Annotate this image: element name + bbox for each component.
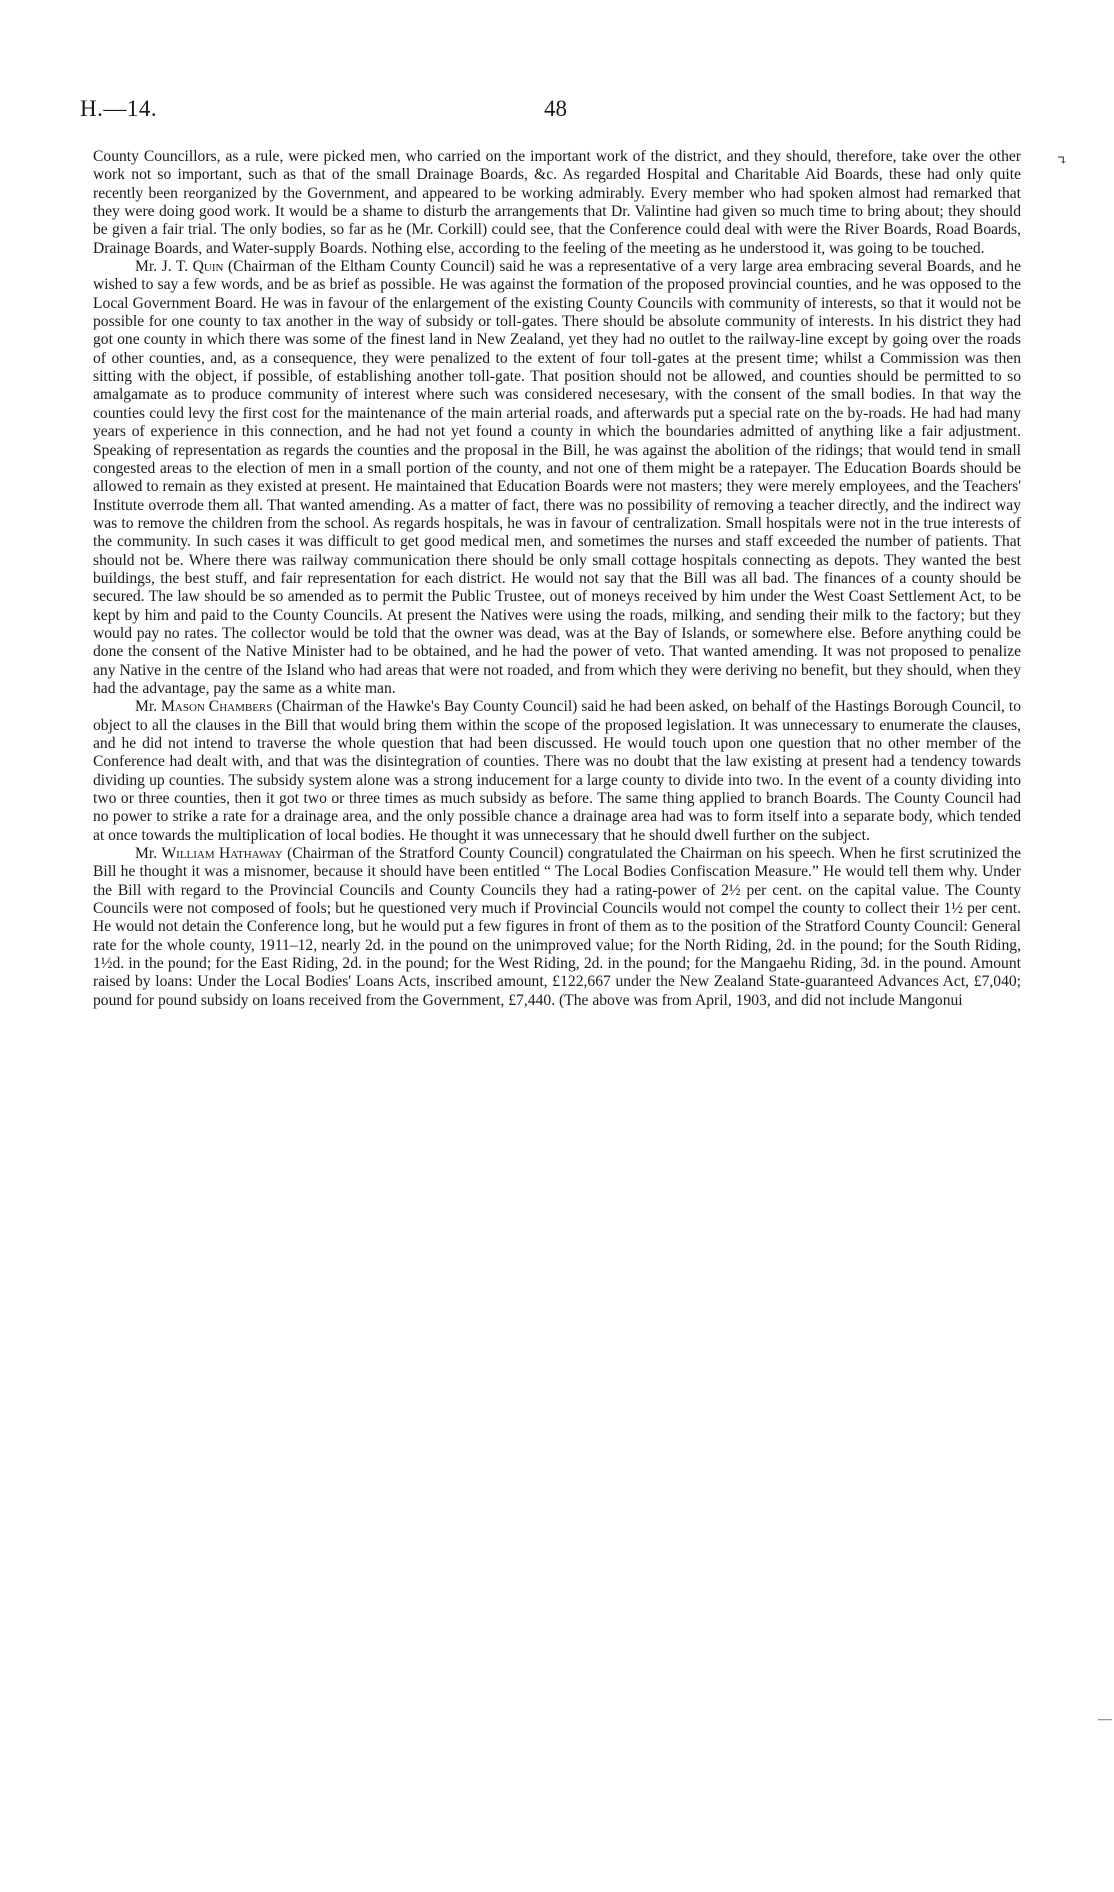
document-reference: H.—14. [80, 96, 158, 121]
speaker-prefix: Mr. J. T. [135, 258, 193, 276]
paragraph-text: (Chairman of the Eltham County Council) said he was a representative of a very large area embracing several Boards, and he wished to say a few words, and be as brief as possible. He was against the formation of the proposed provincial counties, and he was opposed to the Local Government Board. He was in favour of the enlargement of the existing County Councils with community of interests, so that it would not be possible for one county to tax another in the way of subsidy or toll-gates. There should be absolute community of interests. In his district they had got one county in which there was some of the finest land in New Zealand, yet they had no outlet to the railway-line except by going over the roads of other counties, and, as a consequence, they were penalized to the extent of four toll-gates at the present time; whilst a Commission was then sitting with the object, if possible, of establishing another toll-gate. That position should not be allowed, and counties should be permitted to so amalgamate as to produce community of interest where such was considered necesesary, with the consent of the small bodies. In that way the counties could levy the first cost for the maintenance of the main arterial roads, and afterwards put a special rate on the by-roads. He had had many years of experience in this connection, and he had not yet found a county in which the boundaries admitted of anything like a fair adjustment. Speaking of representation as regards the counties and the proposal in the Bill, he was against the abolition of the ridings; that would tend in small congested areas to the election of men in a small portion of the county, and not one of them might be a ratepayer. The Education Boards should be allowed to remain as they existed at present. He maintained that Education Boards were not masters; they were merely employees, and the Teachers' Institute overrode them all. That wanted amending. As a matter of fact, there was no possibility of removing a teacher directly, and the indirect way was to remove the children from the school. As regards hospitals, he was in favour of centralization. Small hospitals were not in the true interests of the community. In such cases it was difficult to get good medical men, and sometimes the nurses and staff exceeded the number of patients. That should not be. Where there was railway communication there should be only small cottage hospitals connecting as depots. They wanted the best buildings, the best stuff, and fair representation for each district. He would not say that the Bill was all bad. The finances of a county should be secured. The law should be so amended as to permit the Public Trustee, out of moneys received by him under the West Coast Settlement Act, to be kept by him and paid to the County Councils. At present the Natives were using the roads, milking, and sending their milk to the factory; but they would pay no rates. The collector would be told that the owner was dead, was at the Bay of Islands, or somewhere else. Before anything could be done the consent of the Native Minister had to be obtained, and he had the power of veto. That wanted amending. It was not proposed to penalize any Native in the centre of the Island who had areas that were not roaded, and from which they were deriving no benefit, but they should, when they had the advantage, pay the same as a white man. [93, 258, 1021, 697]
document-body [93, 148, 1021, 1010]
speaker-name: Quin [192, 258, 224, 276]
paragraph-hathaway [93, 845, 1021, 1010]
speaker-prefix: Mr. [135, 845, 162, 863]
speaker-name: Mason Chambers [161, 698, 273, 716]
paragraph-text: (Chairman of the Stratford County Council) congratulated the Chairman on his speech. When he first scrutinized the Bill he thought it was a misnomer, because it should have been entitled “ The Local Bodies Confiscation Measure.” He would tell them why. Under the Bill with regard to the Provincial Councils and County Councils they had a rating-power of 2½ per cent. on the capital value. The County Councils were not composed of fools; but he questioned very much if Provincial Councils would not compel the county to collect their 1½ per cent. He would not detain the Conference long, but he would put a few figures in front of them as to the position of the Stratford County Council: General rate for the whole county, 1911–12, nearly 2d. in the pound on the unimproved value; for the North Riding, 2d. in the pound; for the South Riding, 1½d. in the pound; for the East Riding, 2d. in the pound; for the West Riding, 2d. in the pound; for the Mangaehu Riding, 3d. in the pound. Amount raised by loans: Under the Local Bodies' Loans Acts, inscribed amount, £122,667 under the New Zealand State-guaranteed Advances Act, £7,040; pound for pound subsidy on loans received from the Government, £7,440. (The above was from April, 1903, and did not include Mangonui [93, 845, 1022, 1009]
margin-dash-icon: — [1098, 1712, 1112, 1727]
margin-mark-icon: ↴ [1056, 154, 1068, 169]
page-header [0, 96, 1114, 126]
page-number: 48 [544, 96, 567, 121]
paragraph-corkill-continued [93, 148, 1021, 258]
speaker-name: William Hathaway [161, 845, 283, 863]
paragraph-text: (Chairman of the Hawke's Bay County Council) said he had been asked, on behalf of the Hastings Borough Council, to object to all the clauses in the Bill that would bring them within the scope of the proposed legislation. It was unnecessary to enumerate the clauses, and he did not intend to traverse the whole question that had been discussed. He would touch upon one question that no other member of the Conference had dealt with, and that was the disintegration of counties. There was no doubt that the law existing at present had a tendency towards dividing up counties. The subsidy system alone was a strong inducement for a large county to divide into two. In the event of a county dividing into two or three counties, then it got two or three times as much subsidy as before. The same thing applied to branch Boards. The County Council had no power to strike a rate for a drainage area, and the only possible chance a drainage area had was to form itself into a separate body, which tended at once towards the multiplication of local bodies. He thought it was unnecessary that he should dwell further on the subject. [93, 698, 1021, 844]
paragraph-text: County Councillors, as a rule, were picked men, who carried on the important work of the district, and they should, therefore, take over the other work not so important, such as that of the small Drainage Boards, &c. As regarded Hospital and Charitable Aid Boards, these had only quite recently been reorganized by the Government, and appeared to be working admirably. Every member who had spoken almost had remarked that they were doing good work. It would be a shame to disturb the arrangements that Dr. Valintine had given so much time to bring about; they should be given a fair trial. The only bodies, so far as he (Mr. Corkill) could see, that the Conference could deal with were the River Boards, Road Boards, Drainage Boards, and Water-supply Boards. Nothing else, according to the feeling of the meeting as he understood it, was going to be touched. [93, 148, 1021, 257]
paragraph-mason-chambers [93, 698, 1021, 845]
paragraph-quin [93, 258, 1021, 698]
speaker-prefix: Mr. [135, 698, 162, 716]
